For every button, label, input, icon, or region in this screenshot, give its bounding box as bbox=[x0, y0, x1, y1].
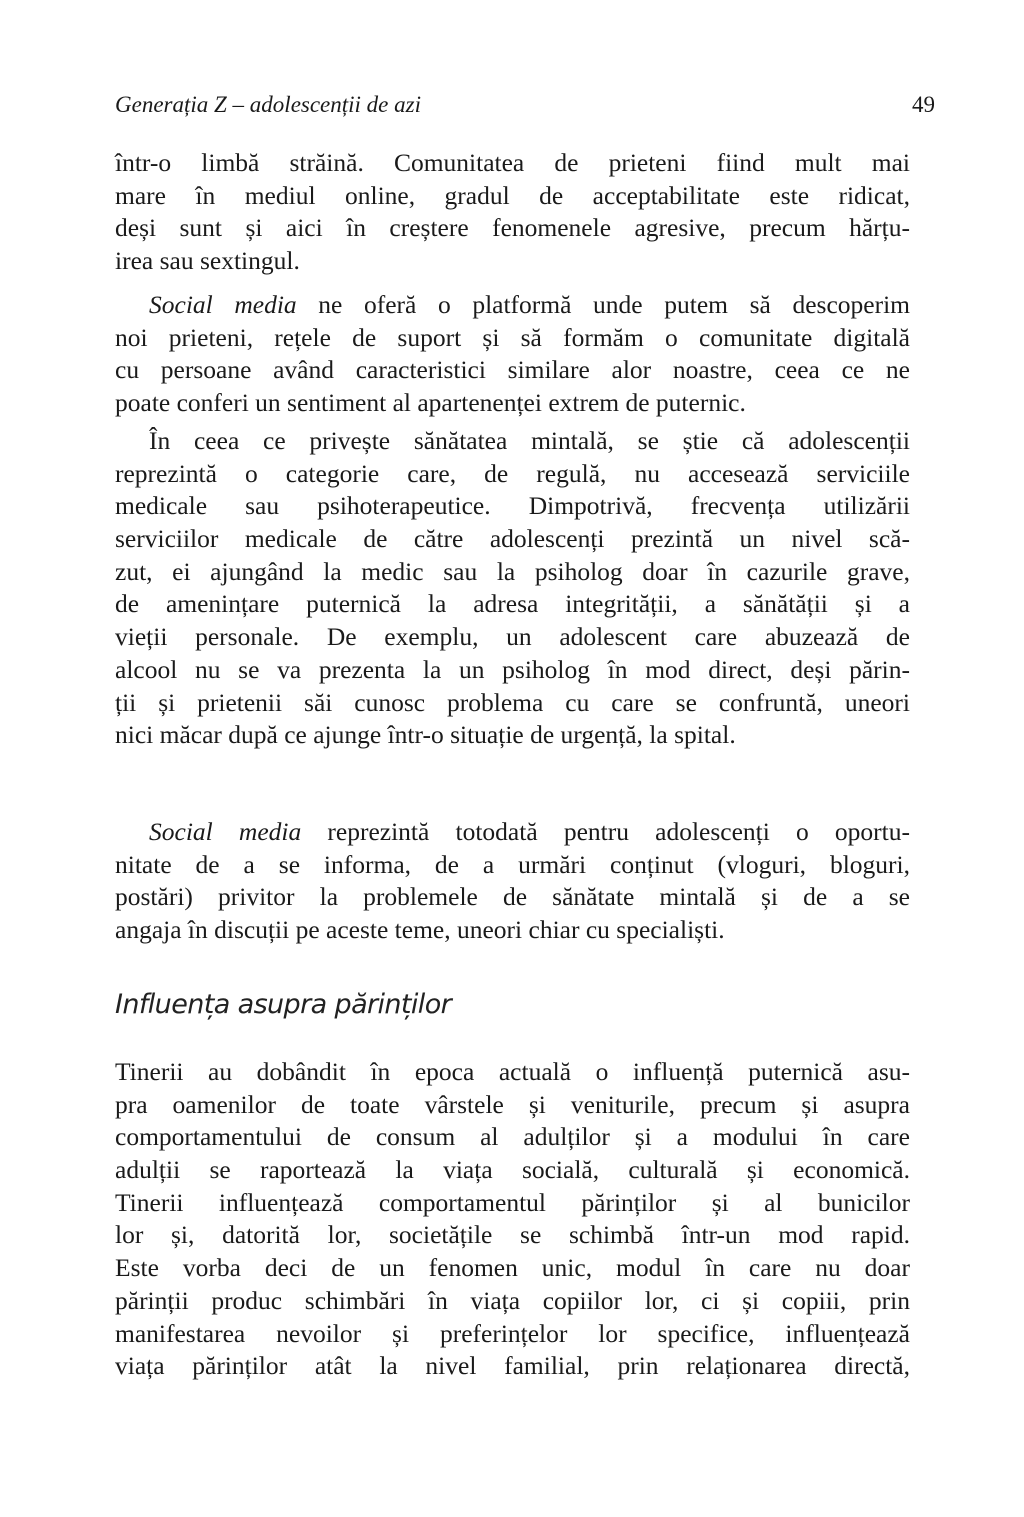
page-number: 49 bbox=[912, 92, 935, 117]
paragraph bbox=[115, 147, 910, 278]
text-line: noi prieteni, rețele de suport și să formăm o comunitate digitală bbox=[115, 322, 910, 352]
text-line: alcool nu se va prezenta la un psiholog în mod direct, deși părin- bbox=[115, 654, 910, 684]
text-line: Este vorba deci de un fenomen unic, modul în care nu doar bbox=[115, 1253, 910, 1283]
text-line: manifestarea nevoilor și preferințelor lor specifice, influențează bbox=[115, 1318, 910, 1348]
text-line: angaja în discuții pe aceste teme, uneori chiar cu specialiști. bbox=[115, 915, 725, 945]
text-line: zut, ei ajungând la medic sau la psiholog doar în cazurile grave, bbox=[115, 556, 910, 586]
text-line: lor și, datorită lor, societățile se schimbă într-un mod rapid. bbox=[115, 1220, 910, 1250]
text-line: viața părinților atât la nivel familial, prin relaționarea directă, bbox=[115, 1351, 910, 1381]
text-line bbox=[115, 816, 910, 849]
text-line: medicale sau psihoterapeutice. Dimpotrivă, frecvența utilizării bbox=[115, 491, 910, 521]
text-line: nici măcar după ce ajunge într-o situație de urgență, la spital. bbox=[115, 720, 736, 750]
text-line: postări) privitor la problemele de sănătate mintală și de a se bbox=[115, 882, 910, 912]
section-heading: Influența asupra părinților bbox=[115, 989, 452, 1020]
italic-term: Social media bbox=[149, 290, 297, 319]
line-text: ne oferă o platformă unde putem să descoperim bbox=[296, 290, 910, 319]
text-line: irea sau sextingul. bbox=[115, 246, 300, 276]
italic-term: Social media bbox=[149, 817, 302, 846]
running-header-title: Generația Z – adolescenții de azi bbox=[115, 92, 421, 117]
paragraph bbox=[115, 289, 910, 420]
text-line: poate conferi un sentiment al apartenenței extrem de puternic. bbox=[115, 388, 746, 418]
text-line: cu persoane având caracteristici similare alor noastre, ceea ce ne bbox=[115, 355, 910, 385]
text-line: adulții se raportează la viața socială, culturală și economică. bbox=[115, 1155, 910, 1185]
text-line: serviciilor medicale de către adolescenți prezintă un nivel scă- bbox=[115, 524, 910, 554]
text-line: Tinerii influențează comportamentul părinților și al bunicilor bbox=[115, 1187, 910, 1217]
line-text: reprezintă totodată pentru adolescenți o oportu- bbox=[301, 817, 910, 846]
text-line: vieții personale. De exemplu, un adolescent care abuzează de bbox=[115, 622, 910, 652]
text-line: de amenințare puternică la adresa integrității, a sănătății și a bbox=[115, 589, 910, 619]
paragraph bbox=[115, 816, 910, 947]
text-line: într-o limbă străină. Comunitatea de prieteni fiind mult mai bbox=[115, 148, 910, 177]
text-line: Tinerii au dobândit în epoca actuală o influență puternică asu- bbox=[115, 1057, 910, 1086]
paragraph bbox=[115, 1056, 910, 1383]
text-line: comportamentului de consum al adulților și a modului în care bbox=[115, 1122, 910, 1152]
text-line: pra oamenilor de toate vârstele și veniturile, precum și asupra bbox=[115, 1089, 910, 1119]
text-line: deși sunt și aici în creștere fenomenele agresive, precum hărțu- bbox=[115, 213, 910, 243]
text-line: În ceea ce privește sănătatea mintală, se știe că adolescenții bbox=[149, 426, 910, 455]
text-line: nitate de a se informa, de a urmări conținut (vloguri, bloguri, bbox=[115, 849, 910, 879]
text-line: părinții produc schimbări în viața copiilor lor, ci și copiii, prin bbox=[115, 1285, 910, 1315]
text-line bbox=[115, 289, 910, 322]
text-line: ții și prietenii săi cunosc problema cu care se confruntă, uneori bbox=[115, 687, 910, 717]
text-line: mare în mediul online, gradul de acceptabilitate este ridicat, bbox=[115, 180, 910, 210]
text-line: reprezintă o categorie care, de regulă, nu accesează serviciile bbox=[115, 458, 910, 488]
paragraph bbox=[115, 425, 910, 752]
